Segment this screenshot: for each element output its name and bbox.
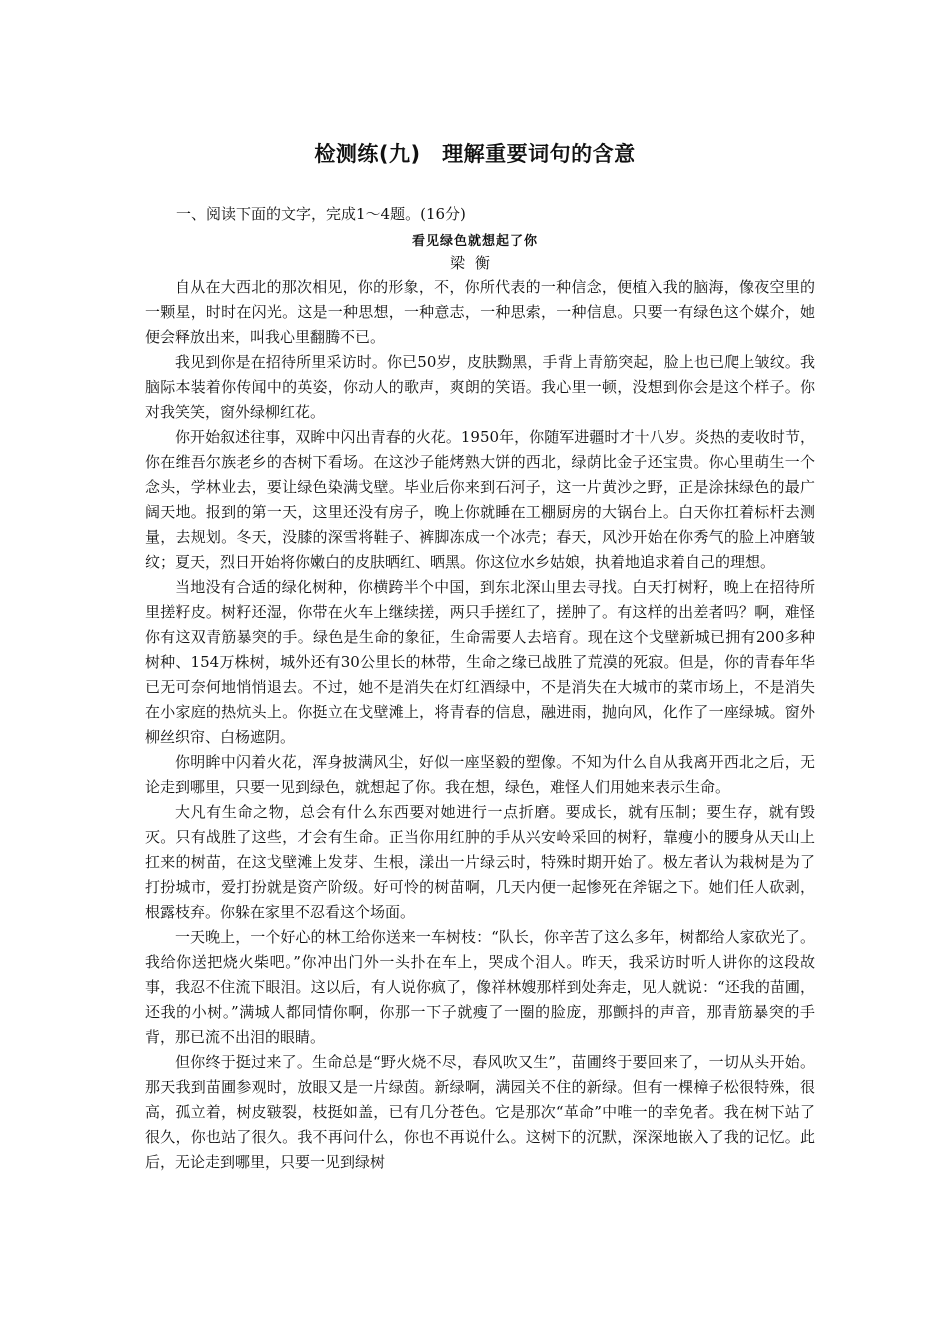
- question-instruction: 一、阅读下面的文字，完成1～4题。(16分): [176, 205, 466, 223]
- paragraph: 一天晚上，一个好心的林工给你送来一车树枝：“队长，你辛苦了这么多年，树都给人家砍光了。我给你送把烧火柴吧。”你冲出门外一头扑在车上，哭成个泪人。昨天，我采访时听人讲你的这段故事，我忍不住流下眼泪。这以后，有人说你疯了，像祥林嫂那样到处奔走，见人就说：“还我的苗圃，还我的小树。”满城人都同情你啊，你那一下子就瘦了一圈的脸庞，那颤抖的声音，那青筋暴突的手背，那已流不出泪的眼睛。: [145, 928, 815, 1046]
- paragraph: 当地没有合适的绿化树种，你横跨半个中国，到东北深山里去寻找。白天打树籽，晚上在招待所里搓籽皮。树籽还湿，你带在火车上继续搓，两只手搓红了，搓肿了。有这样的出差者吗？啊，难怪你有这双青筋暴突的手。绿色是生命的象征，生命需要人去培育。现在这个戈壁新城已拥有200多种树种、154万株树，城外还有30公里长的林带，生命之缘已战胜了荒漠的死寂。但是，你的青春年华已无可奈何地悄悄退去。不过，她不是消失在灯红酒绿中，不是消失在大城市的菜市场上，不是消失在小家庭的热炕头上。你挺立在戈壁滩上，将青春的信息，融进雨，抛向风，化作了一座绿城。窗外柳丝织帘、白杨遮阴。: [145, 578, 815, 746]
- article-body: [145, 275, 815, 1175]
- article-author: 梁衡: [449, 254, 500, 272]
- paragraph: 你开始叙述往事，双眸中闪出青春的火花。1950年，你随军进疆时才十八岁。炎热的麦收时节，你在维吾尔族老乡的杏树下看场。在这沙子能烤熟大饼的西北，绿荫比金子还宝贵。你心里萌生一个念头，学林业去，要让绿色染满戈壁。毕业后你来到石河子，这一片黄沙之野，正是涂抹绿色的最广阔天地。报到的第一天，这里还没有房子，晚上你就睡在工棚厨房的大锅台上。白天你扛着标杆去测量，去规划。冬天，没膝的深雪将鞋子、裤脚冻成一个冰壳；春天，风沙开始在你秀气的脸上冲磨皱纹；夏天，烈日开始将你嫩白的皮肤晒红、晒黑。你这位水乡姑娘，执着地追求着自己的理想。: [145, 428, 815, 571]
- paragraph: 我见到你是在招待所里采访时。你已50岁，皮肤黝黑，手背上青筋突起，脸上也已爬上皱纹。我脑际本装着你传闻中的英姿，你动人的歌声，爽朗的笑语。我心里一顿，没想到你会是这个样子。你对我笑笑，窗外绿柳红花。: [145, 353, 815, 421]
- paragraph: 大凡有生命之物，总会有什么东西要对她进行一点折磨。要成长，就有压制；要生存，就有毁灭。只有战胜了这些，才会有生命。正当你用红肿的手从兴安岭采回的树籽，靠瘦小的腰身从天山上扛来的树苗，在这戈壁滩上发芽、生根，漾出一片绿云时，特殊时期开始了。极左者认为栽树是为了打扮城市，爱打扮就是资产阶级。好可怜的树苗啊，几天内便一起惨死在斧锯之下。她们任人砍剥，根露枝弃。你躲在家里不忍看这个场面。: [145, 803, 815, 921]
- paragraph: 但你终于挺过来了。生命总是“野火烧不尽，春风吹又生”，苗圃终于要回来了，一切从头开始。那天我到苗圃参观时，放眼又是一片绿茵。新绿啊，满园关不住的新绿。但有一棵樟子松很特殊，很高，孤立着，树皮皲裂，枝挺如盖，已有几分苍色。它是那次“革命”中唯一的幸免者。我在树下站了很久，你也站了很久。我不再问什么，你也不再说什么。这树下的沉默，深深地嵌入了我的记忆。此后，无论走到哪里，只要一见到绿树: [145, 1053, 815, 1171]
- article-title: 看见绿色就想起了你: [411, 234, 538, 249]
- page-title: 检测练(九) 理解重要词句的含意: [314, 142, 636, 166]
- paragraph: 自从在大西北的那次相见，你的形象，不，你所代表的一种信念，便植入我的脑海，像夜空里的一颗星，时时在闪光。这是一种思想，一种意志，一种思索，一种信息。只要一有绿色这个媒介，她便会释放出来，叫我心里翻腾不已。: [145, 278, 815, 346]
- paragraph: 你明眸中闪着火花，浑身披满风尘，好似一座坚毅的塑像。不知为什么自从我离开西北之后，无论走到哪里，只要一见到绿色，就想起了你。我在想，绿色，难怪人们用她来表示生命。: [145, 753, 815, 796]
